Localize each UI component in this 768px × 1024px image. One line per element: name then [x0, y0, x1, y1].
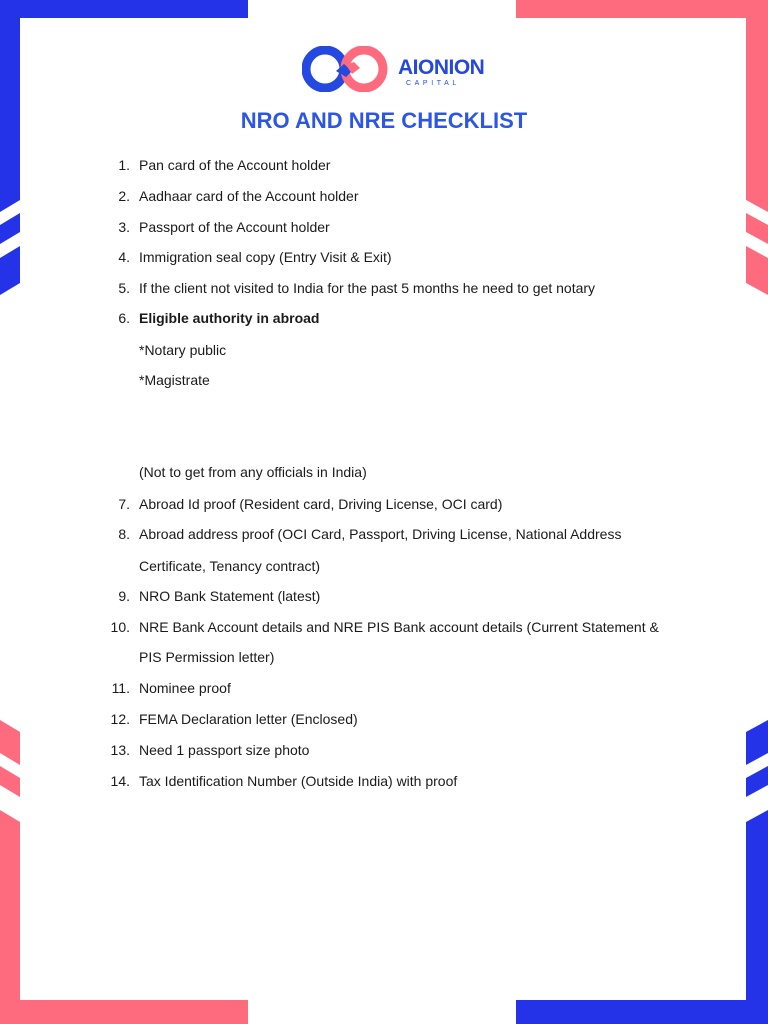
item-number: 7. — [118, 496, 130, 512]
item-number: 3. — [118, 219, 130, 235]
item-text: NRE Bank Account details and NRE PIS Bank account details (Current Statement & — [139, 619, 659, 635]
list-item — [0, 217, 768, 237]
item-number: 10. — [110, 619, 130, 635]
item-number: 9. — [118, 588, 130, 604]
item-text: Nominee proof — [139, 680, 231, 696]
item-text: Pan card of the Account holder — [139, 157, 331, 173]
brand-logo — [302, 46, 485, 92]
item-text: FEMA Declaration letter (Enclosed) — [139, 711, 358, 727]
list-item-continuation — [0, 556, 768, 576]
item-text: Eligible authority in abroad — [139, 310, 320, 326]
list-subitem — [0, 370, 768, 390]
item-number: 13. — [110, 742, 130, 758]
list-item — [0, 186, 768, 206]
item-text: *Magistrate — [139, 372, 210, 388]
page-title: NRO AND NRE CHECKLIST — [240, 108, 528, 133]
list-item — [0, 247, 768, 267]
list-item-continuation — [0, 647, 768, 667]
list-item — [0, 586, 768, 606]
item-number: 8. — [118, 526, 130, 542]
item-text: NRO Bank Statement (latest) — [139, 588, 321, 604]
item-text: Aadhaar card of the Account holder — [139, 188, 359, 204]
item-text: Immigration seal copy (Entry Visit & Exit) — [139, 249, 392, 265]
list-item — [0, 155, 768, 175]
item-text: Passport of the Account holder — [139, 219, 330, 235]
item-text: Certificate, Tenancy contract) — [139, 558, 321, 574]
list-item — [0, 740, 768, 760]
item-number: 14. — [110, 773, 130, 789]
list-item — [0, 617, 768, 637]
item-number: 5. — [118, 280, 130, 296]
item-number: 11. — [111, 680, 130, 696]
item-number: 2. — [118, 188, 130, 204]
list-item — [0, 524, 768, 544]
list-item — [0, 494, 768, 514]
item-text: Abroad Id proof (Resident card, Driving License, OCI card) — [139, 496, 503, 512]
item-text: (Not to get from any officials in India) — [139, 464, 367, 480]
list-item — [0, 308, 768, 328]
infinity-handshake-icon — [302, 46, 392, 92]
item-text: Abroad address proof (OCI Card, Passport, Driving License, National Address — [139, 526, 622, 542]
list-subitem — [0, 340, 768, 360]
list-note — [0, 462, 768, 482]
item-number: 1. — [118, 157, 130, 173]
brand-name: AIONION — [398, 56, 485, 79]
list-item — [0, 771, 768, 791]
list-item — [0, 678, 768, 698]
item-text: *Notary public — [139, 342, 227, 358]
list-item — [0, 278, 768, 298]
brand-tagline: CAPITAL — [406, 80, 460, 87]
item-text: Need 1 passport size photo — [139, 742, 310, 758]
item-text: PIS Permission letter) — [139, 649, 275, 665]
item-text: If the client not visited to India for the past 5 months he need to get notary — [139, 280, 596, 296]
list-item — [0, 709, 768, 729]
item-number: 6. — [118, 310, 130, 326]
item-number: 12. — [110, 711, 130, 727]
item-text: Tax Identification Number (Outside India) with proof — [139, 773, 458, 789]
item-number: 4. — [118, 249, 130, 265]
